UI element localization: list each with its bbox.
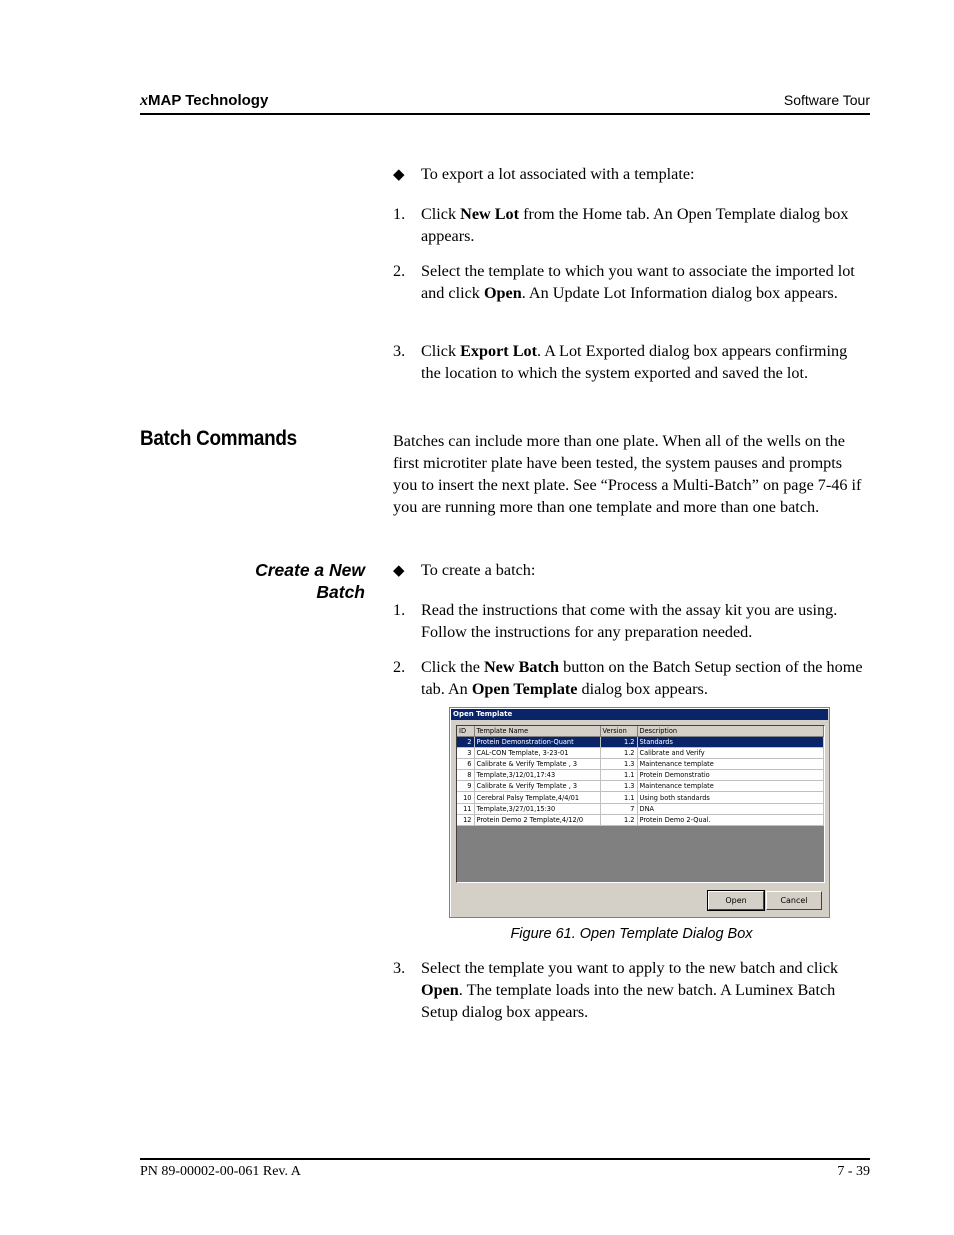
template-grid <box>456 725 825 883</box>
header-product-name: xMAP Technology <box>140 92 269 109</box>
table-row[interactable]: 8 Template,3/12/01,17:43 1.1 Protein Demonstratio <box>457 770 824 781</box>
table-row[interactable]: 2 Protein Demonstration-Quant 1.2 Standards <box>457 736 824 747</box>
figure-caption: Figure 61. Open Template Dialog Box <box>510 926 753 942</box>
dialog-title-bar: Open Template <box>451 709 828 720</box>
table-row[interactable]: 9 Calibrate & Verify Template , 3 1.3 Maintenance template <box>457 781 824 792</box>
cancel-button[interactable]: Cancel <box>766 891 822 910</box>
table-row[interactable]: 3 CAL-CON Template, 3-23-01 1.2 Calibrate and Verify <box>457 747 824 758</box>
table-row[interactable]: 10 Cerebral Palsy Template,4/4/01 1.1 Using both standards <box>457 792 824 803</box>
diamond-bullet-icon: ◆ <box>393 561 405 579</box>
col-header-id[interactable]: ID <box>457 726 474 736</box>
table-row[interactable]: 12 Protein Demo 2 Template,4/12/0 1.2 Protein Demo 2-Qual. <box>457 814 824 825</box>
create-batch-heading: Create a New Batch <box>255 560 365 602</box>
open-template-dialog <box>449 707 830 918</box>
batch-commands-paragraph: Batches can include more than one plate. When all of the wells on the first microtiter plate have been tested, the system pauses and prompts you to insert the next plate. See “Process a Multi-Batch” on page 7-46 if you are running more than one template and more than one batch. <box>393 432 862 516</box>
page-footer <box>140 1158 870 1179</box>
header-section-name: Software Tour <box>783 92 870 108</box>
footer-page-number: 7 - 39 <box>837 1164 870 1179</box>
col-header-description[interactable]: Description <box>637 726 824 736</box>
col-header-version[interactable]: Version <box>600 726 637 736</box>
batch-commands-heading: Batch Commands <box>140 427 297 450</box>
grid-header-row <box>457 726 824 736</box>
page-header <box>140 91 870 115</box>
footer-part-number: PN 89-00002-00-061 Rev. A <box>140 1164 301 1179</box>
col-header-template-name[interactable]: Template Name <box>474 726 600 736</box>
diamond-bullet-icon: ◆ <box>393 165 405 183</box>
table-row[interactable]: 6 Calibrate & Verify Template , 3 1.3 Maintenance template <box>457 758 824 769</box>
open-button[interactable]: Open <box>708 891 764 910</box>
table-row[interactable]: 11 Template,3/27/01,15:30 7 DNA <box>457 803 824 814</box>
